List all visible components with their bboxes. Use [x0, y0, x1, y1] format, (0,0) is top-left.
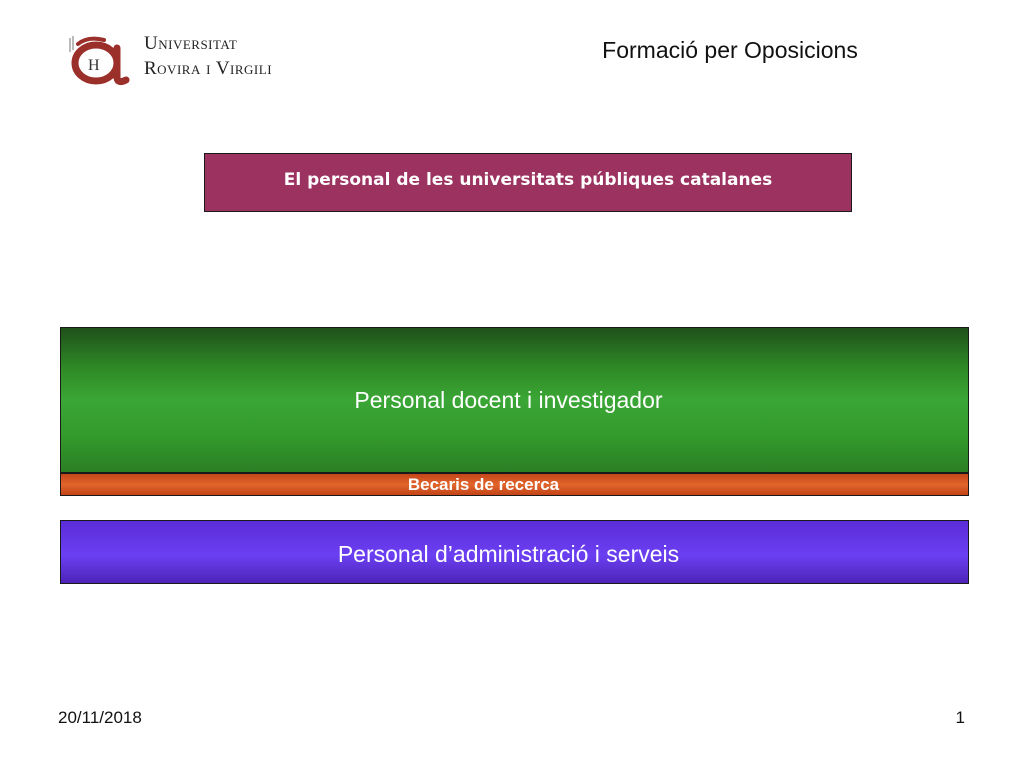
- block-becaris: [60, 473, 969, 496]
- block-pas-label: Personal d’administració i serveis: [337, 541, 680, 567]
- footer-date: 20/11/2018: [58, 708, 142, 727]
- block-pdi: [60, 327, 969, 473]
- header-title: Formació per Oposicions: [602, 37, 858, 63]
- university-logo: [66, 30, 306, 90]
- block-pdi-label: Personal docent i investigador: [354, 386, 663, 413]
- page-number: 1: [955, 708, 965, 727]
- urv-emblem-icon: [66, 30, 136, 90]
- logo-line-2: Rovira i Virgili: [144, 58, 273, 79]
- subtitle-banner: [204, 153, 852, 212]
- logo-wordmark: [144, 34, 272, 78]
- block-pas: [60, 520, 969, 584]
- logo-line-1: Universitat: [144, 33, 238, 54]
- svg-text:H: H: [88, 57, 100, 74]
- subtitle-text: El personal de les universitats públiques catalanes: [283, 170, 773, 190]
- block-becaris-label: Becaris de recerca: [407, 474, 560, 494]
